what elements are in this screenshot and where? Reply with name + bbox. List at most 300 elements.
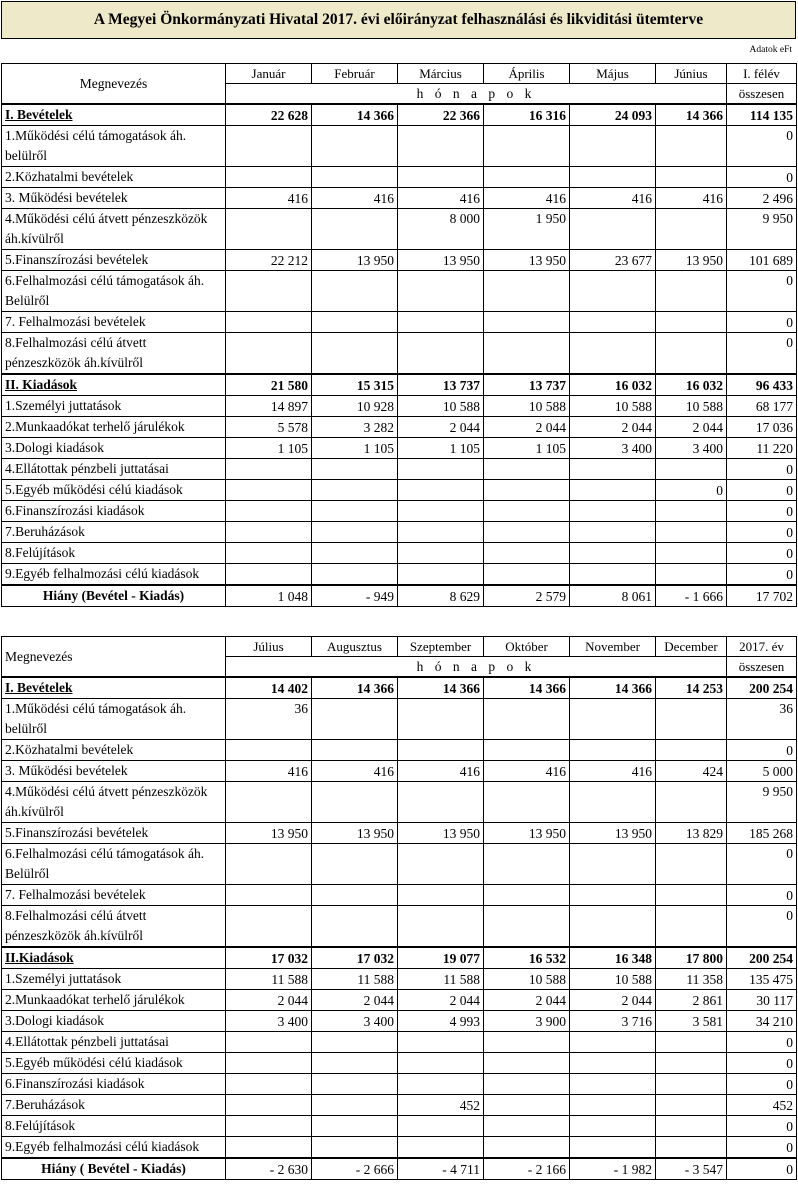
row-label: 3.Dologi kiadások (2, 438, 226, 459)
value-cell (484, 480, 570, 501)
total-cell: 0 (727, 564, 797, 586)
value-cell (570, 126, 656, 167)
value-cell (484, 1053, 570, 1074)
table-row (2, 990, 797, 1011)
month-header: November (570, 637, 656, 657)
table-row (2, 522, 797, 543)
total-cell: 9 950 (727, 782, 797, 823)
total-cell: 17 036 (727, 417, 797, 438)
value-cell (226, 844, 312, 885)
value-cell: 3 900 (484, 1011, 570, 1032)
second-half-table (1, 636, 797, 1180)
value-cell (226, 459, 312, 480)
value-cell (398, 1137, 484, 1159)
month-header: Július (226, 637, 312, 657)
value-cell (398, 740, 484, 761)
value-cell (226, 1032, 312, 1053)
total-cell: 0 (727, 333, 797, 375)
table-row (2, 1095, 797, 1116)
value-cell: 15 315 (312, 374, 398, 396)
value-cell (226, 126, 312, 167)
table-row (2, 167, 797, 188)
value-cell (484, 699, 570, 740)
value-cell (484, 782, 570, 823)
value-cell: 10 928 (312, 396, 398, 417)
total-cell: 68 177 (727, 396, 797, 417)
total-cell: 96 433 (727, 374, 797, 396)
value-cell (656, 699, 727, 740)
value-cell: 416 (398, 188, 484, 209)
total-cell: 0 (727, 885, 797, 906)
unit-note: Adatok eFt (749, 45, 792, 55)
table-row (2, 1116, 797, 1137)
value-cell: 2 579 (484, 585, 570, 607)
value-cell (312, 522, 398, 543)
value-cell (656, 564, 727, 586)
table-row (2, 906, 797, 948)
value-cell (656, 333, 727, 375)
value-cell (656, 312, 727, 333)
value-cell (570, 522, 656, 543)
value-cell: 416 (656, 188, 727, 209)
months-caption: h ó n a p o k (226, 657, 727, 678)
value-cell (226, 1074, 312, 1095)
total-cell: 0 (727, 543, 797, 564)
value-cell: 13 950 (398, 250, 484, 271)
value-cell: 4 993 (398, 1011, 484, 1032)
value-cell: 1 950 (484, 209, 570, 250)
row-label: 7. Felhalmozási bevételek (2, 312, 226, 333)
value-cell (226, 1053, 312, 1074)
value-cell: 1 105 (484, 438, 570, 459)
name-header: Megnevezés (2, 64, 226, 105)
total-header-sub: összesen (727, 657, 797, 678)
value-cell (312, 209, 398, 250)
value-cell: 2 044 (484, 417, 570, 438)
value-cell (570, 480, 656, 501)
value-cell (484, 1137, 570, 1159)
first-half-table (1, 63, 797, 607)
value-cell: 13 950 (484, 250, 570, 271)
value-cell: 10 588 (656, 396, 727, 417)
value-cell (312, 167, 398, 188)
value-cell: 17 032 (226, 947, 312, 969)
value-cell (484, 906, 570, 948)
value-cell (226, 1137, 312, 1159)
value-cell (226, 209, 312, 250)
total-cell: 135 475 (727, 969, 797, 990)
value-cell (656, 1074, 727, 1095)
row-label: 1.Személyi juttatások (2, 969, 226, 990)
value-cell (312, 1116, 398, 1137)
value-cell (656, 501, 727, 522)
value-cell (398, 906, 484, 948)
value-cell (570, 209, 656, 250)
value-cell (570, 271, 656, 312)
value-cell: 2 044 (484, 990, 570, 1011)
value-cell (226, 1095, 312, 1116)
total-cell: 0 (727, 906, 797, 948)
value-cell: 8 000 (398, 209, 484, 250)
value-cell (312, 271, 398, 312)
total-cell: 0 (727, 740, 797, 761)
section-row (2, 677, 797, 699)
value-cell (570, 699, 656, 740)
value-cell: 8 629 (398, 585, 484, 607)
value-cell: 14 366 (312, 104, 398, 126)
value-cell: 3 282 (312, 417, 398, 438)
value-cell (484, 126, 570, 167)
value-cell (398, 1053, 484, 1074)
month-header: Augusztus (312, 637, 398, 657)
value-cell (312, 1137, 398, 1159)
value-cell (398, 844, 484, 885)
row-label: 3.Dologi kiadások (2, 1011, 226, 1032)
value-cell (312, 885, 398, 906)
value-cell (570, 740, 656, 761)
row-label: 3. Működési bevételek (2, 188, 226, 209)
total-cell: 0 (727, 312, 797, 333)
value-cell (398, 699, 484, 740)
row-label: 6.Finanszírozási kiadások (2, 501, 226, 522)
value-cell (226, 782, 312, 823)
value-cell (226, 312, 312, 333)
table-row (2, 333, 797, 375)
total-cell: 101 689 (727, 250, 797, 271)
value-cell (570, 1095, 656, 1116)
row-label: 2.Munkaadókat terhelő járulékok (2, 417, 226, 438)
value-cell (398, 1116, 484, 1137)
value-cell: 16 316 (484, 104, 570, 126)
row-label: 2.Közhatalmi bevételek (2, 167, 226, 188)
value-cell (484, 564, 570, 586)
total-cell: 9 950 (727, 209, 797, 250)
value-cell (570, 782, 656, 823)
table-row (2, 188, 797, 209)
value-cell (398, 271, 484, 312)
value-cell (398, 480, 484, 501)
total-header: 2017. év (727, 637, 797, 657)
value-cell (656, 209, 727, 250)
total-cell: 0 (727, 167, 797, 188)
row-label: I. Bevételek (2, 104, 226, 126)
value-cell: 3 400 (570, 438, 656, 459)
value-cell (398, 501, 484, 522)
table-row (2, 969, 797, 990)
header-row (2, 637, 797, 657)
row-label: 6.Felhalmozási célú támogatások áh. Belülről (2, 844, 226, 885)
total-cell: 0 (727, 480, 797, 501)
value-cell (484, 1095, 570, 1116)
value-cell (312, 333, 398, 375)
total-cell: 0 (727, 501, 797, 522)
month-header: Május (570, 64, 656, 84)
row-label: 5.Finanszírozási bevételek (2, 823, 226, 844)
row-label: I. Bevételek (2, 677, 226, 699)
value-cell: 14 366 (312, 677, 398, 699)
value-cell: 2 861 (656, 990, 727, 1011)
value-cell (656, 126, 727, 167)
value-cell: 3 716 (570, 1011, 656, 1032)
total-cell: 452 (727, 1095, 797, 1116)
month-header: Január (226, 64, 312, 84)
value-cell (398, 782, 484, 823)
total-cell: 0 (727, 459, 797, 480)
value-cell (312, 1032, 398, 1053)
row-label: 7.Beruházások (2, 1095, 226, 1116)
value-cell: 2 044 (570, 417, 656, 438)
value-cell: 17 032 (312, 947, 398, 969)
value-cell: 1 105 (312, 438, 398, 459)
value-cell (656, 1095, 727, 1116)
months-caption: h ó n a p o k (226, 84, 727, 105)
value-cell: 13 737 (484, 374, 570, 396)
total-cell: 0 (727, 522, 797, 543)
value-cell: 14 897 (226, 396, 312, 417)
value-cell: 2 044 (226, 990, 312, 1011)
value-cell (312, 564, 398, 586)
value-cell (570, 564, 656, 586)
value-cell: 3 400 (656, 438, 727, 459)
value-cell (570, 1032, 656, 1053)
value-cell (226, 522, 312, 543)
total-cell: 34 210 (727, 1011, 797, 1032)
value-cell (312, 459, 398, 480)
value-cell (398, 167, 484, 188)
value-cell (226, 480, 312, 501)
value-cell: 11 588 (398, 969, 484, 990)
sheet-title: A Megyei Önkormányzati Hivatal 2017. évi előirányzat felhasználási és likviditási ütemterve (1, 1, 796, 39)
value-cell (312, 480, 398, 501)
month-header: Október (484, 637, 570, 657)
value-cell (484, 312, 570, 333)
value-cell: 416 (398, 761, 484, 782)
value-cell (570, 1074, 656, 1095)
row-label: 8.Felújítások (2, 543, 226, 564)
value-cell (398, 459, 484, 480)
value-cell (570, 844, 656, 885)
row-label: 2.Közhatalmi bevételek (2, 740, 226, 761)
value-cell (656, 1032, 727, 1053)
value-cell: 13 950 (398, 823, 484, 844)
value-cell (570, 312, 656, 333)
total-cell: 0 (727, 1074, 797, 1095)
value-cell (226, 543, 312, 564)
value-cell (398, 1032, 484, 1053)
value-cell (312, 543, 398, 564)
value-cell: 11 588 (312, 969, 398, 990)
value-cell: 416 (570, 188, 656, 209)
value-cell: 22 366 (398, 104, 484, 126)
value-cell (398, 312, 484, 333)
table-row (2, 885, 797, 906)
table-row (2, 740, 797, 761)
table-row (2, 459, 797, 480)
value-cell: 19 077 (398, 947, 484, 969)
value-cell (570, 1137, 656, 1159)
value-cell (312, 501, 398, 522)
value-cell (656, 459, 727, 480)
header-row (2, 64, 797, 84)
value-cell: - 949 (312, 585, 398, 607)
value-cell: 2 044 (312, 990, 398, 1011)
value-cell: 416 (226, 761, 312, 782)
value-cell (398, 1074, 484, 1095)
table-row (2, 209, 797, 250)
value-cell: 10 588 (570, 396, 656, 417)
value-cell (656, 1116, 727, 1137)
table-row (2, 312, 797, 333)
value-cell: 3 400 (312, 1011, 398, 1032)
value-cell (484, 844, 570, 885)
value-cell (226, 1116, 312, 1137)
value-cell: 1 105 (398, 438, 484, 459)
row-label: 1.Személyi juttatások (2, 396, 226, 417)
value-cell: 14 366 (570, 677, 656, 699)
value-cell: 10 588 (398, 396, 484, 417)
value-cell (484, 885, 570, 906)
table-row (2, 844, 797, 885)
value-cell: - 2 666 (312, 1158, 398, 1180)
value-cell: 21 580 (226, 374, 312, 396)
table-row (2, 564, 797, 586)
value-cell: 16 532 (484, 947, 570, 969)
value-cell (226, 167, 312, 188)
value-cell: - 1 982 (570, 1158, 656, 1180)
value-cell: 16 032 (570, 374, 656, 396)
row-label: 8.Felhalmozási célú átvett pénzeszközök áh.kívülről (2, 906, 226, 948)
name-header: Megnevezés (2, 637, 226, 678)
value-cell (312, 126, 398, 167)
row-label: 7. Felhalmozási bevételek (2, 885, 226, 906)
total-cell: 2 496 (727, 188, 797, 209)
total-header-sub: összesen (727, 84, 797, 105)
table-row (2, 1011, 797, 1032)
value-cell (656, 543, 727, 564)
value-cell (226, 564, 312, 586)
table-row (2, 1032, 797, 1053)
table-row (2, 1053, 797, 1074)
value-cell (312, 312, 398, 333)
value-cell: 13 737 (398, 374, 484, 396)
value-cell (312, 699, 398, 740)
value-cell (312, 1053, 398, 1074)
row-label: 4.Működési célú átvett pénzeszközök áh.kívülről (2, 209, 226, 250)
row-label: 5.Finanszírozási bevételek (2, 250, 226, 271)
row-label: Hiány ( Bevétel - Kiadás) (2, 1158, 226, 1180)
total-cell: 36 (727, 699, 797, 740)
value-cell: 13 950 (312, 823, 398, 844)
value-cell (312, 1074, 398, 1095)
value-cell (570, 543, 656, 564)
row-label: 4.Ellátottak pénzbeli juttatásai (2, 1032, 226, 1053)
month-header: Március (398, 64, 484, 84)
value-cell (656, 1053, 727, 1074)
total-cell: 5 000 (727, 761, 797, 782)
value-cell (656, 844, 727, 885)
value-cell (570, 501, 656, 522)
table-row (2, 761, 797, 782)
total-header: I. félév (727, 64, 797, 84)
table-row (2, 438, 797, 459)
table-row (2, 501, 797, 522)
table-row (2, 417, 797, 438)
row-label: 9.Egyéb felhalmozási célú kiadások (2, 564, 226, 586)
value-cell: 13 950 (570, 823, 656, 844)
value-cell: 10 588 (484, 396, 570, 417)
value-cell (656, 740, 727, 761)
value-cell: 13 950 (312, 250, 398, 271)
value-cell (484, 333, 570, 375)
value-cell (570, 1116, 656, 1137)
table-row (2, 823, 797, 844)
value-cell: 14 366 (398, 677, 484, 699)
value-cell: 36 (226, 699, 312, 740)
value-cell (656, 271, 727, 312)
value-cell: 23 677 (570, 250, 656, 271)
table-row (2, 1074, 797, 1095)
total-cell: 0 (727, 271, 797, 312)
row-label: 7.Beruházások (2, 522, 226, 543)
value-cell (570, 459, 656, 480)
value-cell (656, 1137, 727, 1159)
value-cell: 14 253 (656, 677, 727, 699)
value-cell (484, 501, 570, 522)
value-cell (484, 522, 570, 543)
value-cell: 2 044 (570, 990, 656, 1011)
value-cell: 24 093 (570, 104, 656, 126)
value-cell (226, 906, 312, 948)
value-cell: 10 588 (484, 969, 570, 990)
value-cell: 3 400 (226, 1011, 312, 1032)
month-header: Szeptember (398, 637, 484, 657)
row-label: 9.Egyéb felhalmozási célú kiadások (2, 1137, 226, 1159)
value-cell (226, 501, 312, 522)
value-cell (484, 1074, 570, 1095)
month-header: Február (312, 64, 398, 84)
value-cell: 8 061 (570, 585, 656, 607)
value-cell (656, 906, 727, 948)
value-cell: 13 950 (226, 823, 312, 844)
value-cell: 1 048 (226, 585, 312, 607)
value-cell: - 4 711 (398, 1158, 484, 1180)
month-header: Június (656, 64, 727, 84)
value-cell: 11 588 (226, 969, 312, 990)
deficit-row (2, 585, 797, 607)
value-cell: 14 366 (656, 104, 727, 126)
month-header: December (656, 637, 727, 657)
value-cell: 22 212 (226, 250, 312, 271)
value-cell (312, 740, 398, 761)
row-label: 8.Felhalmozási célú átvett pénzeszközök áh.kívülről (2, 333, 226, 375)
row-label: 3. Működési bevételek (2, 761, 226, 782)
table-row (2, 543, 797, 564)
row-label: 4.Működési célú átvett pénzeszközök áh.kívülről (2, 782, 226, 823)
total-cell: 200 254 (727, 677, 797, 699)
value-cell: 452 (398, 1095, 484, 1116)
value-cell (226, 885, 312, 906)
value-cell (312, 1095, 398, 1116)
total-cell: 0 (727, 1032, 797, 1053)
month-header: Április (484, 64, 570, 84)
value-cell (484, 543, 570, 564)
value-cell (226, 271, 312, 312)
row-label: 2.Munkaadókat terhelő járulékok (2, 990, 226, 1011)
table-row (2, 271, 797, 312)
value-cell: 416 (226, 188, 312, 209)
value-cell: 0 (656, 480, 727, 501)
value-cell: 416 (312, 761, 398, 782)
